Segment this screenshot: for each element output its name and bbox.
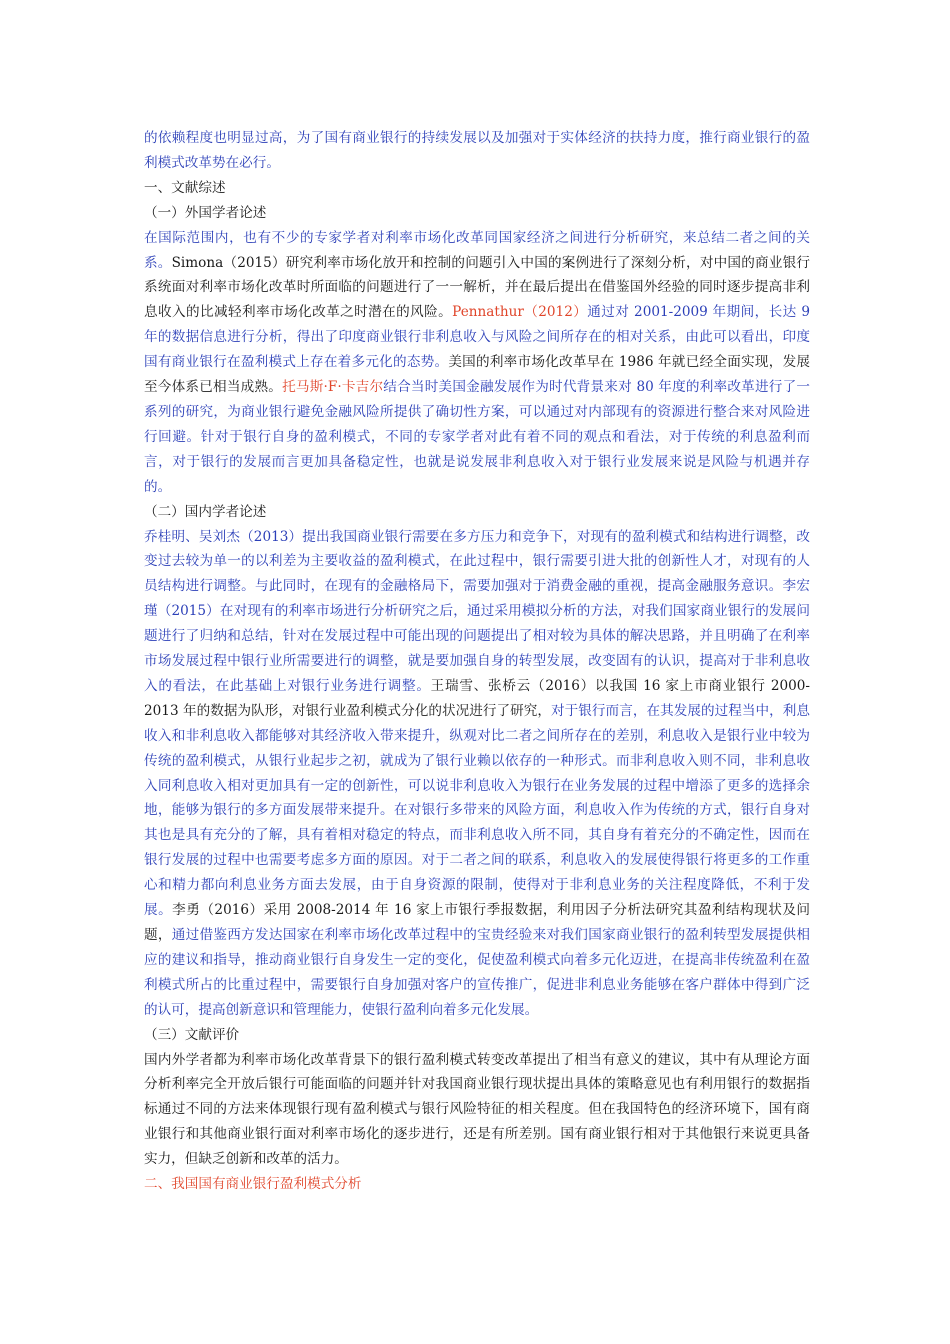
intro-paragraph: 的依赖程度也明显过高，为了国有商业银行的持续发展以及加强对于实体经济的扶持力度，推行商业银行的盈利模式改革势在必行。	[144, 130, 810, 171]
text-run: 王瑞雪、张桥云（2016）以我国 16 家上市商业银行 2000-2013 年的数据为队形，对银行业盈利模式分化的状况进行了研究，	[144, 677, 811, 719]
literature-evaluation-paragraph: 国内外学者都为利率市场化改革背景下的银行盈利模式转变改革提出了相当有意义的建议，其中有从理论方面分析利率完全开放后银行可能面临的问题并针对我国商业银行现状提出具体的策略意见也有利用银行的数据指标通过不同的方法来体现银行现有盈利模式与银行风险特征的相关程度。但在我国特色的经济环境下，国有商业银行和其他商业银行面对利率市场化的逐步进行，还是有所差别。国有商业银行相对于其他银行来说更具备实力，但缺乏创新和改革的活力。	[144, 1051, 810, 1168]
section-heading-profit-model-analysis: 二、我国国有商业银行盈利模式分析	[144, 1176, 362, 1193]
text-run: 李勇（2016）采用 2008-2014 年 16 家上市银行季报数据，利用因子分析法研究其盈利结构现状及问题，	[144, 902, 810, 943]
subsection-heading-literature-evaluation: （三）文献评价	[144, 1026, 240, 1043]
document-page	[144, 126, 810, 1197]
subsection-heading-foreign-scholars: （一）外国学者论述	[144, 204, 267, 221]
subsection-heading-domestic-scholars: （二）国内学者论述	[144, 503, 267, 520]
text-run: 通过对 2001-2009 年期间，长达 9 年的数据信息进行分析，得出了印度商业银行非利息收入与风险之间所存在的相对关系，由此可以看出，印度国有商业银行在盈利模式上存在着多元化的态势。	[144, 304, 810, 371]
text-run: 在国际范围内，也有不少的专家学者对利率市场化改革同国家经济之间进行分析研究，来总结二者之间的关系。	[144, 229, 810, 271]
citation-highlight: 托马斯·F·卡吉尔	[282, 379, 384, 396]
text-run: 对于银行而言，在其发展的过程当中，利息收入和非利息收入都能够对其经济收入带来提升，纵观对比二者之间所存在的差别，利息收入是银行业中较为传统的盈利模式，从银行业起步之初，就成为了银行业赖以依存的一种形式。而非利息收入则不同，非利息收入同利息收入相对更加具有一定的创新性，可以说非利息收入为银行在业务发展的过程中增添了更多的选择余地，能够为银行的多方面发展带来提升。在对银行多带来的风险方面，利息收入作为传统的方式，银行自身对其也是具有充分的了解，具有着相对稳定的特点，而非利息收入所不同，其自身有着充分的不确定性，因而在银行发展的过程中也需要考虑多方面的原因。对于二者之间的联系，利息收入的发展使得银行将更多的工作重心和精力都向利息业务方面去发展，由于自身资源的限制，使得对于非利息业务的关注程度降低，不利于发展。	[144, 702, 811, 919]
text-run: 结合当时美国金融发展作为时代背景来对 80 年度的利率改革进行了一系列的研究，为商业银行避免金融风险所提供了确切性方案，可以通过对内部现有的资源进行整合来对风险进行回避。针对于银行自身的盈利模式，不同的专家学者对此有着不同的观点和看法，对于传统的利息盈利而言，对于银行的发展而言更加具备稳定性，也就是说发展非利息收入对于银行业发展来说是风险与机遇并存的。	[144, 379, 811, 495]
text-run: 通过借鉴西方发达国家在利率市场化改革过程中的宝贵经验来对我们国家商业银行的盈利转型发展提供相应的建议和指导，推动商业银行自身发生一定的变化，促使盈利模式向着多元化迈进，在提高非传统盈利在盈利模式所占的比重过程中，需要银行自身加强对客户的宣传推广，促进非利息业务能够在客户群体中得到广泛的认可，提高创新意识和管理能力，使银行盈利向着多元化发展。	[144, 927, 811, 1018]
foreign-scholars-paragraph	[144, 226, 810, 500]
section-heading-literature-review: 一、文献综述	[144, 179, 226, 196]
text-run: 乔桂明、吴刘杰（2013）提出我国商业银行需要在多方压力和竞争下，对现有的盈利模式和结构进行调整，改变过去较为单一的以利差为主要收益的盈利模式，在此过程中，银行需要引进大批的创新性人才，对现有的人员结构进行调整。与此同时，在现有的金融格局下，需要加强对于消费金融的重视，提高金融服务意识。李宏瑾（2015）在对现有的利率市场进行分析研究之后，通过采用模拟分析的方法，对我们国家商业银行的发展问题进行了归纳和总结，针对在发展过程中可能出现的问题提出了相对较为具体的解决思路，并且明确了在利率市场发展过程中银行业所需要进行的调整，就是要加强自身的转型发展，改变固有的认识，提高对于非利息收入的看法，在此基础上对银行业务进行调整。	[144, 528, 810, 694]
domestic-scholars-paragraph	[144, 525, 810, 1023]
text-run: 美国的利率市场化改革早在 1986 年就已经全面实现，发展至今体系已相当成熟。	[144, 354, 810, 396]
citation-highlight: Pennathur（2012）	[452, 304, 588, 321]
text-run: Simona（2015）研究利率市场化放开和控制的问题引入中国的案例进行了深刻分析，对中国的商业银行系统面对利率市场化改革时所面临的问题进行了一一解析，并在最后提出在借鉴国外经验的同时逐步提高非利息收入的比减轻利率市场化改革之时潜在的风险。	[144, 254, 811, 321]
